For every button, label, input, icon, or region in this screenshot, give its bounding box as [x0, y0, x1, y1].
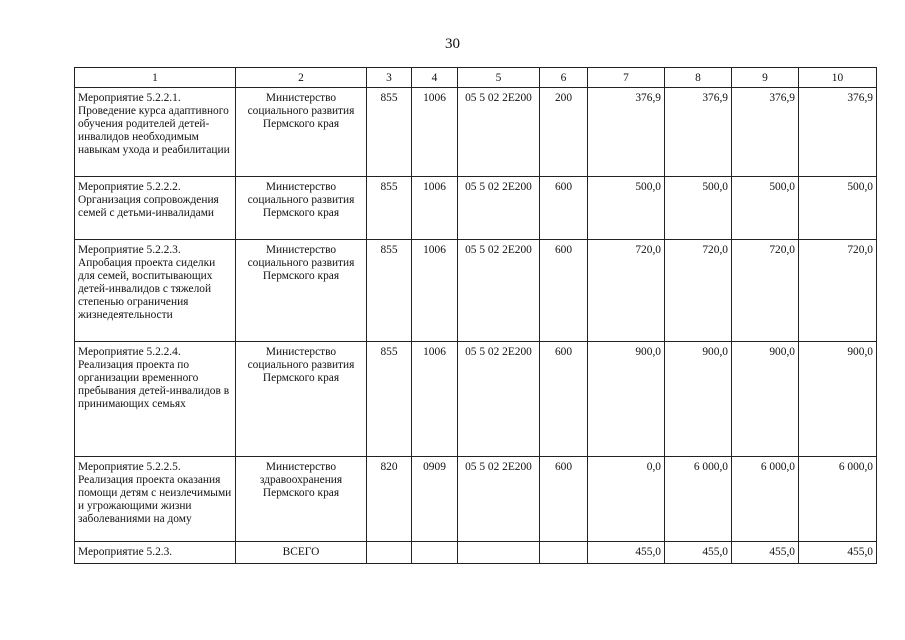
activity-name: Мероприятие 5.2.2.4. Реализация проекта по организации временного пребывания детей-инвалидов в принимающих семьях	[75, 342, 236, 457]
column-header: 4	[412, 68, 458, 88]
table-cell: 05 5 02 2Е200	[458, 342, 540, 457]
table-row	[75, 88, 877, 177]
responsible-agency: Министерство социального развития Пермского края	[236, 240, 367, 342]
table-cell: 05 5 02 2Е200	[458, 240, 540, 342]
column-header: 3	[367, 68, 412, 88]
budget-table	[74, 67, 877, 564]
amount-cell: 455,0	[588, 542, 665, 564]
amount-cell: 720,0	[588, 240, 665, 342]
amount-cell: 376,9	[732, 88, 799, 177]
table-cell	[412, 542, 458, 564]
amount-cell: 6 000,0	[665, 457, 732, 542]
page-number: 30	[445, 36, 460, 52]
table-cell: 855	[367, 342, 412, 457]
table-cell: 1006	[412, 88, 458, 177]
responsible-agency: Министерство социального развития Пермского края	[236, 88, 367, 177]
responsible-agency: Министерство социального развития Пермского края	[236, 342, 367, 457]
column-header: 6	[540, 68, 588, 88]
responsible-agency: Министерство здравоохранения Пермского края	[236, 457, 367, 542]
amount-cell: 500,0	[732, 177, 799, 240]
amount-cell: 720,0	[732, 240, 799, 342]
table-header-row	[75, 68, 877, 88]
activity-name: Мероприятие 5.2.2.3. Апробация проекта сиделки для семей, воспитывающих детей-инвалидов с тяжелой степенью ограничения жизнедеятельности	[75, 240, 236, 342]
table-cell: 600	[540, 342, 588, 457]
table-cell	[367, 542, 412, 564]
table-cell: 600	[540, 240, 588, 342]
activity-name: Мероприятие 5.2.2.5. Реализация проекта оказания помощи детям с неизлечимыми и угрожающими жизни заболеваниями на дому	[75, 457, 236, 542]
amount-cell: 500,0	[588, 177, 665, 240]
amount-cell: 6 000,0	[799, 457, 877, 542]
table-cell: 855	[367, 88, 412, 177]
total-label: ВСЕГО	[236, 542, 367, 564]
table-cell: 1006	[412, 177, 458, 240]
table-cell: 855	[367, 177, 412, 240]
responsible-agency: Министерство социального развития Пермского края	[236, 177, 367, 240]
activity-name: Мероприятие 5.2.2.1. Проведение курса адаптивного обучения родителей детей-инвалидов необходимым навыкам ухода и реабилитации	[75, 88, 236, 177]
amount-cell: 376,9	[665, 88, 732, 177]
activity-name: Мероприятие 5.2.3.	[75, 542, 236, 564]
amount-cell: 0,0	[588, 457, 665, 542]
amount-cell: 900,0	[799, 342, 877, 457]
table-row	[75, 240, 877, 342]
table-cell: 05 5 02 2Е200	[458, 88, 540, 177]
table-cell: 820	[367, 457, 412, 542]
table-cell: 600	[540, 177, 588, 240]
column-header: 10	[799, 68, 877, 88]
amount-cell: 376,9	[588, 88, 665, 177]
table-cell: 05 5 02 2Е200	[458, 177, 540, 240]
column-header: 2	[236, 68, 367, 88]
table-cell: 0909	[412, 457, 458, 542]
amount-cell: 900,0	[732, 342, 799, 457]
amount-cell: 376,9	[799, 88, 877, 177]
table-row-total	[75, 542, 877, 564]
amount-cell: 720,0	[799, 240, 877, 342]
amount-cell: 6 000,0	[732, 457, 799, 542]
amount-cell: 500,0	[799, 177, 877, 240]
column-header: 5	[458, 68, 540, 88]
table-cell	[540, 542, 588, 564]
amount-cell: 500,0	[665, 177, 732, 240]
table-cell: 855	[367, 240, 412, 342]
table-cell: 200	[540, 88, 588, 177]
amount-cell: 455,0	[799, 542, 877, 564]
table-cell: 05 5 02 2Е200	[458, 457, 540, 542]
amount-cell: 455,0	[665, 542, 732, 564]
amount-cell: 720,0	[665, 240, 732, 342]
table-row	[75, 177, 877, 240]
amount-cell: 455,0	[732, 542, 799, 564]
column-header: 9	[732, 68, 799, 88]
column-header: 7	[588, 68, 665, 88]
table-cell: 1006	[412, 342, 458, 457]
column-header: 8	[665, 68, 732, 88]
table-cell: 1006	[412, 240, 458, 342]
table-cell: 600	[540, 457, 588, 542]
column-header: 1	[75, 68, 236, 88]
table-cell	[458, 542, 540, 564]
table-row	[75, 457, 877, 542]
activity-name: Мероприятие 5.2.2.2. Организация сопровождения семей с детьми-инвалидами	[75, 177, 236, 240]
amount-cell: 900,0	[588, 342, 665, 457]
amount-cell: 900,0	[665, 342, 732, 457]
table-row	[75, 342, 877, 457]
